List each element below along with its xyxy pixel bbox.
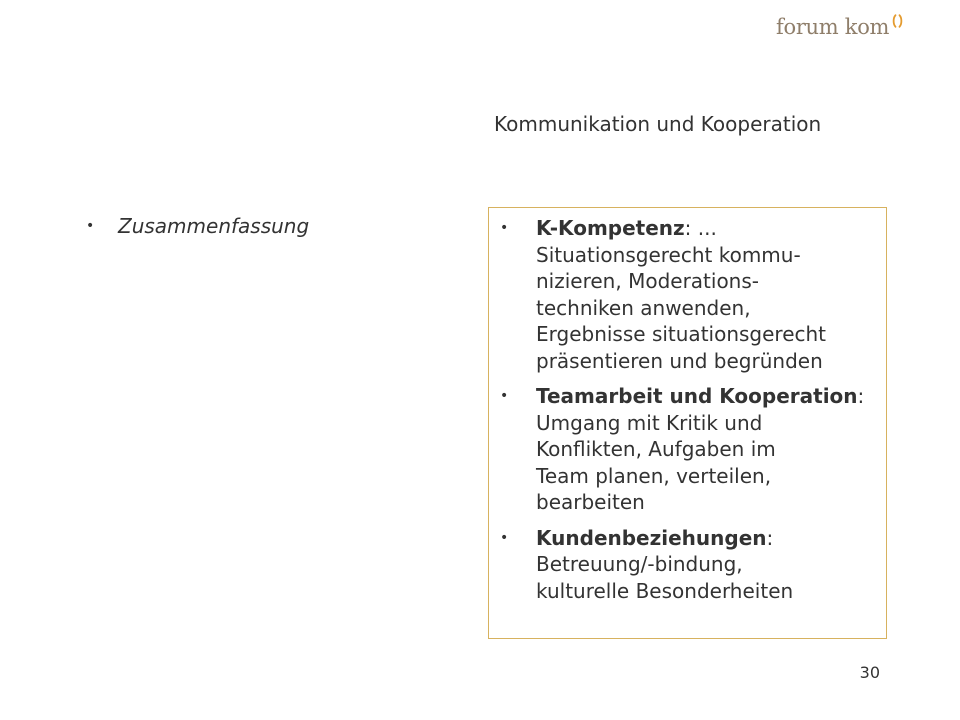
competency-item-teamarbeit: [500, 383, 878, 516]
competency-text: [536, 383, 876, 516]
competency-separator: :: [857, 384, 865, 408]
page-title: Kommunikation und Kooperation: [494, 112, 822, 136]
competency-description-line: bearbeiten: [536, 490, 645, 514]
competencies-box: [488, 207, 887, 639]
competency-text: [536, 525, 876, 605]
competency-description-line: techniken anwenden,: [536, 295, 751, 320]
competency-description-line: nizieren, Moderations-: [536, 269, 759, 293]
competency-term: Teamarbeit und Kooperation: [536, 384, 858, 408]
page-number: 30: [859, 663, 880, 682]
competency-term: K-Kompetenz: [536, 216, 685, 240]
logo-text: forum kom: [776, 15, 890, 39]
summary-list-item: [86, 210, 309, 242]
competency-description-line: Team planen, verteilen,: [536, 463, 772, 488]
bullet-icon: •: [86, 218, 95, 234]
bullet-icon: •: [500, 220, 509, 236]
competencies-list: [500, 215, 878, 604]
competency-heading-line: [536, 383, 876, 410]
competency-description-line: Konflikten, Aufgaben im: [536, 437, 776, 461]
competency-heading-line: [536, 215, 876, 242]
competency-item-k-kompetenz: [500, 215, 878, 374]
forum-kom-logo: [776, 12, 904, 42]
competency-item-kundenbeziehungen: [500, 525, 878, 605]
competency-text: [536, 215, 876, 374]
competency-term: Kundenbeziehungen: [536, 525, 767, 550]
bullet-icon: •: [500, 388, 509, 404]
competency-description-line: Ergebnisse situationsgerecht: [536, 322, 827, 346]
competency-heading-line: [536, 525, 876, 552]
orange-parentheses-icon: [891, 14, 904, 28]
competency-description-line: Situationsgerecht kommu-: [536, 242, 801, 267]
summary-label: Zusammenfassung: [118, 214, 310, 238]
competency-description-line: Umgang mit Kritik und: [536, 410, 763, 435]
competency-description-line: kulturelle Besonderheiten: [536, 578, 794, 603]
competency-separator: :: [766, 525, 774, 550]
competency-separator: : ...: [684, 216, 717, 240]
competency-description-line: Betreuung/-bindung,: [536, 552, 743, 576]
competency-description-line: präsentieren und begründen: [536, 348, 823, 373]
bullet-icon: •: [500, 529, 509, 546]
